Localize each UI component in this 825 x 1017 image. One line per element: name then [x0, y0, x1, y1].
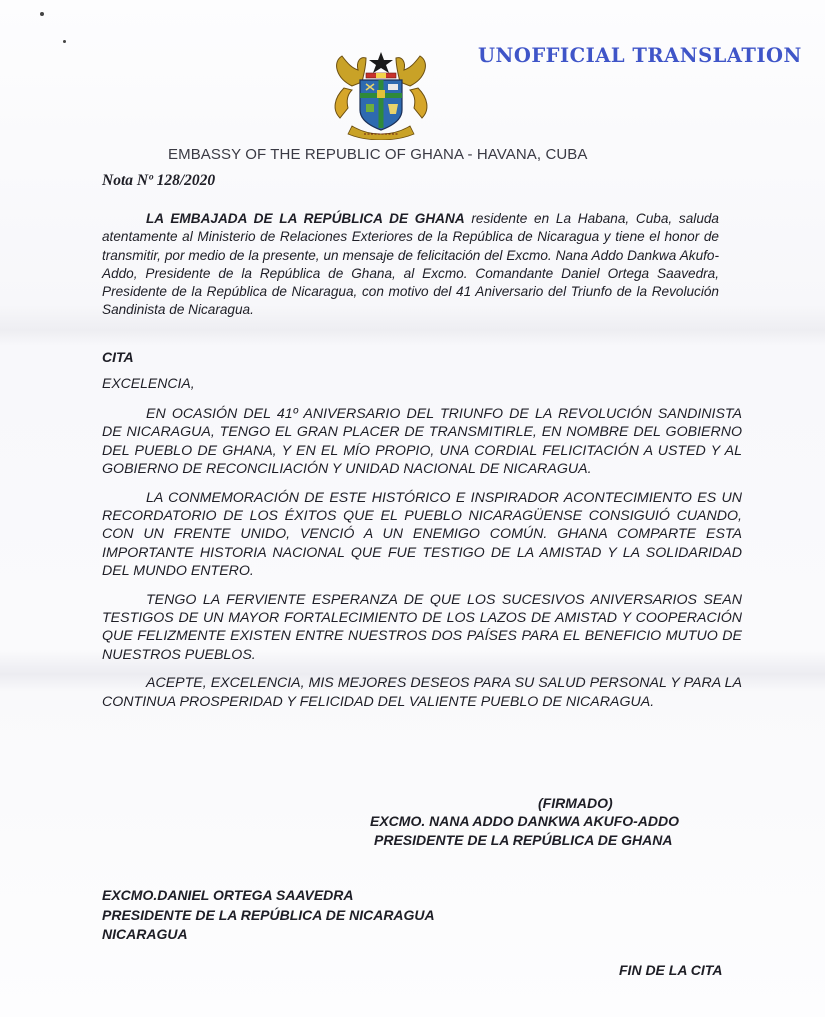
addressee-name: EXCMO.DANIEL ORTEGA SAAVEDRA	[102, 887, 354, 903]
embassy-letterhead: EMBASSY OF THE REPUBLIC OF GHANA - HAVANA, CUBA	[168, 146, 588, 163]
body-paragraph: EN OCASIÓN DEL 41º ANIVERSARIO DEL TRIUNFO DE LA REVOLUCIÓN SANDINISTA DE NICARAGUA, TENGO EL GRAN PLACER DE TRANSMITIRLE, EN NOMBRE DEL GOBIERNO DEL PUEBLO DE GHANA, Y EN EL MÍO PROPIO, UNA CORDIAL FELICITACIÓN A USTED Y AL GOBIERNO DE RECONCILIACIÓN Y UNIDAD NACIONAL DE NICARAGUA.	[102, 406, 742, 478]
cita-label: CITA	[102, 349, 134, 365]
ghana-coat-of-arms-icon	[322, 48, 440, 140]
body-paragraph: ACEPTE, EXCELENCIA, MIS MEJORES DESEOS PARA SU SALUD PERSONAL Y PARA LA CONTINUA PROSPERIDAD Y FELICIDAD DEL VALIENTE PUEBLO DE NICARAGUA.	[102, 675, 742, 710]
addressee-title: PRESIDENTE DE LA REPÚBLICA DE NICARAGUA	[102, 906, 435, 923]
intro-lead: LA EMBAJADA DE LA REPÚBLICA DE GHANA	[146, 211, 465, 226]
closing-label: FIN DE LA CITA	[619, 962, 723, 978]
intro-text: residente en La Habana, Cuba, saluda atentamente al Ministerio de Relaciones Exteriores de la República de Nicaragua y tiene el honor de transmitir, por medio de la presente, un mensaje de felicitación del Excmo. Nana Addo Dankwa Akufo-Addo, Presidente de la República de Ghana, al Excmo. Comandante Daniel Ortega Saavedra, Presidente de la República de Nicaragua, con motivo del 41 Aniversario del Triunfo de la Revolución Sandinista de Nicaragua.	[102, 211, 719, 318]
note-number: Nota Nº 128/2020	[102, 172, 216, 189]
signatory-title: PRESIDENTE DE LA REPÚBLICA DE GHANA	[374, 832, 673, 848]
addressee-block	[102, 886, 435, 945]
scan-speck	[40, 12, 44, 16]
addressee-country: NICARAGUA	[102, 926, 188, 942]
intro-paragraph	[102, 210, 719, 320]
message-body	[102, 405, 742, 721]
body-paragraph: TENGO LA FERVIENTE ESPERANZA DE QUE LOS SUCESIVOS ANIVERSARIOS SEAN TESTIGOS DE UN MAYOR FORTALECIMIENTO DE LOS LAZOS DE AMISTAD Y COOPERACIÓN QUE FELIZMENTE EXISTEN ENTRE NUESTROS DOS PAÍSES PARA EL BENEFICIO MUTUO DE NUESTROS PUEBLOS.	[102, 591, 742, 663]
salutation: EXCELENCIA,	[102, 375, 195, 391]
signed-label: (FIRMADO)	[538, 795, 613, 811]
signature-block	[370, 812, 679, 850]
signatory-name: EXCMO. NANA ADDO DANKWA AKUFO-ADDO	[370, 813, 680, 829]
body-paragraph: LA CONMEMORACIÓN DE ESTE HISTÓRICO E INSPIRADOR ACONTECIMIENTO ES UN RECORDATORIO DE LOS ÉXITOS QUE EL PUEBLO NICARAGÜENSE CONSIGUIÓ CUANDO, CON UN FRENTE UNIDO, VENCIÓ A UN ENEMIGO COMÚN. GHANA COMPARTE ESTA IMPORTANTE HISTORIA NACIONAL QUE FUE TESTIGO DE LA AMISTAD Y LA SOLIDARIDAD DEL MUNDO ENTERO.	[102, 489, 742, 580]
unofficial-translation-stamp: UNOFFICIAL TRANSLATION	[478, 44, 802, 67]
scan-speck	[63, 40, 66, 43]
